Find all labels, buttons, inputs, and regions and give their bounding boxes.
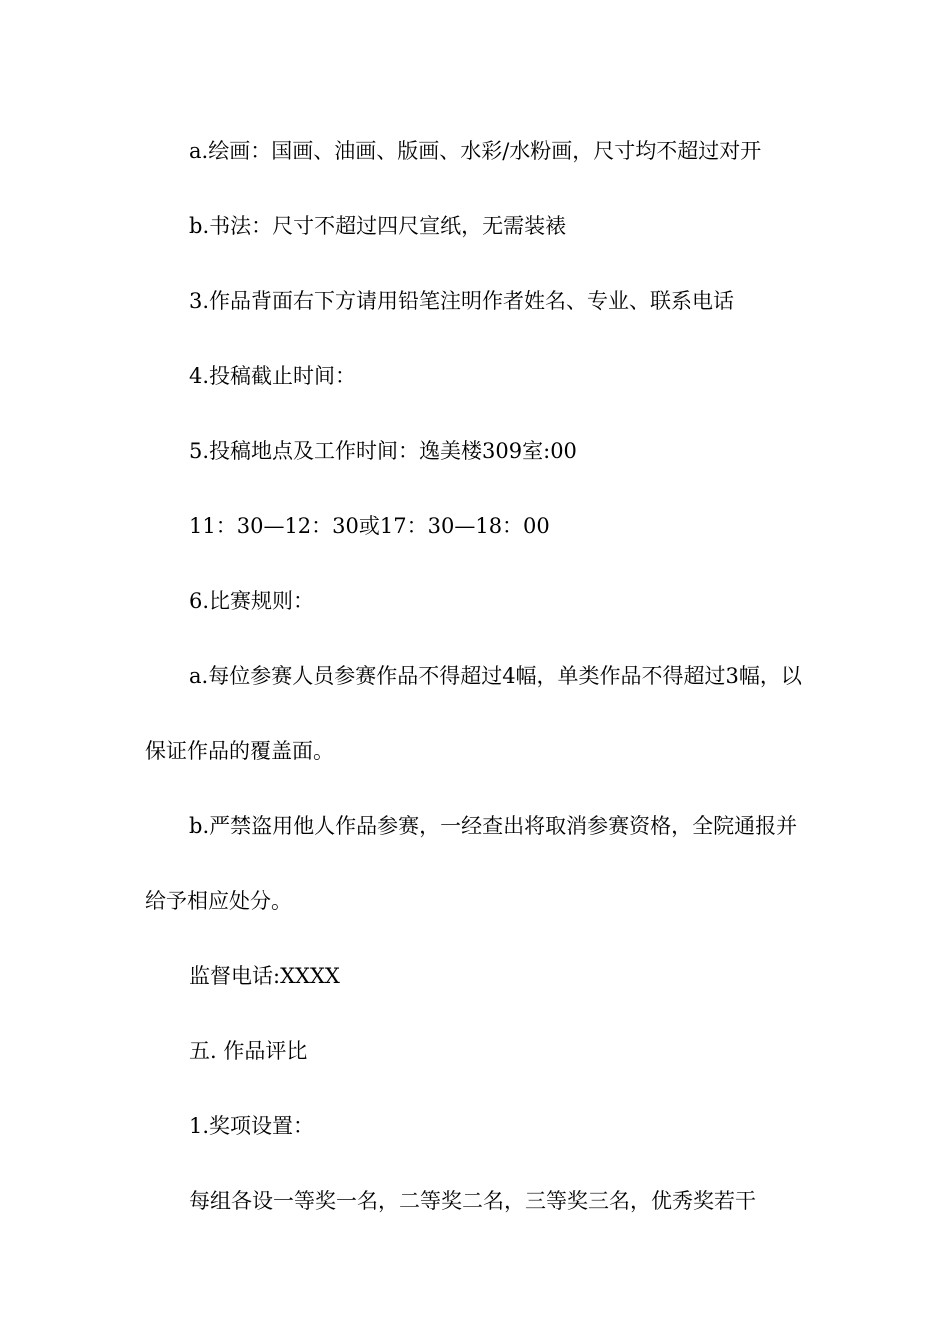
text-line-back-label-instructions: 3.作品背面右下方请用铅笔注明作者姓名、专业、联系电话	[189, 289, 735, 313]
text-line-deadline: 4.投稿截止时间：	[189, 364, 357, 388]
text-paragraph-plagiarism-rule: b.严禁盗用他人作品参赛，一经查出将取消参赛资格，全院通报并给予相应处分。	[145, 814, 798, 913]
text-line-calligraphy-rules: b.书法：尺寸不超过四尺宣纸，无需装裱	[189, 214, 567, 238]
text-line-working-hours: 11：30—12：30或17：30—18：00	[189, 514, 550, 538]
text-paragraph-entry-limit: a.每位参赛人员参赛作品不得超过4幅，单类作品不得超过3幅，以保证作品的覆盖面。	[145, 664, 802, 763]
text-line-submission-location: 5.投稿地点及工作时间：逸美楼309室:00	[189, 439, 577, 463]
text-line-award-details: 每组各设一等奖一名，二等奖二名，三等奖三名，优秀奖若干	[189, 1189, 756, 1213]
text-line-supervision-phone: 监督电话:XXXX	[189, 964, 340, 988]
text-line-competition-rules-heading: 6.比赛规则：	[189, 589, 315, 613]
text-line-award-setup: 1.奖项设置：	[189, 1114, 315, 1138]
section-heading-evaluation: 五. 作品评比	[189, 1039, 308, 1063]
text-line-painting-rules: a.绘画：国画、油画、版画、水彩/水粉画，尺寸均不超过对开	[189, 139, 762, 163]
